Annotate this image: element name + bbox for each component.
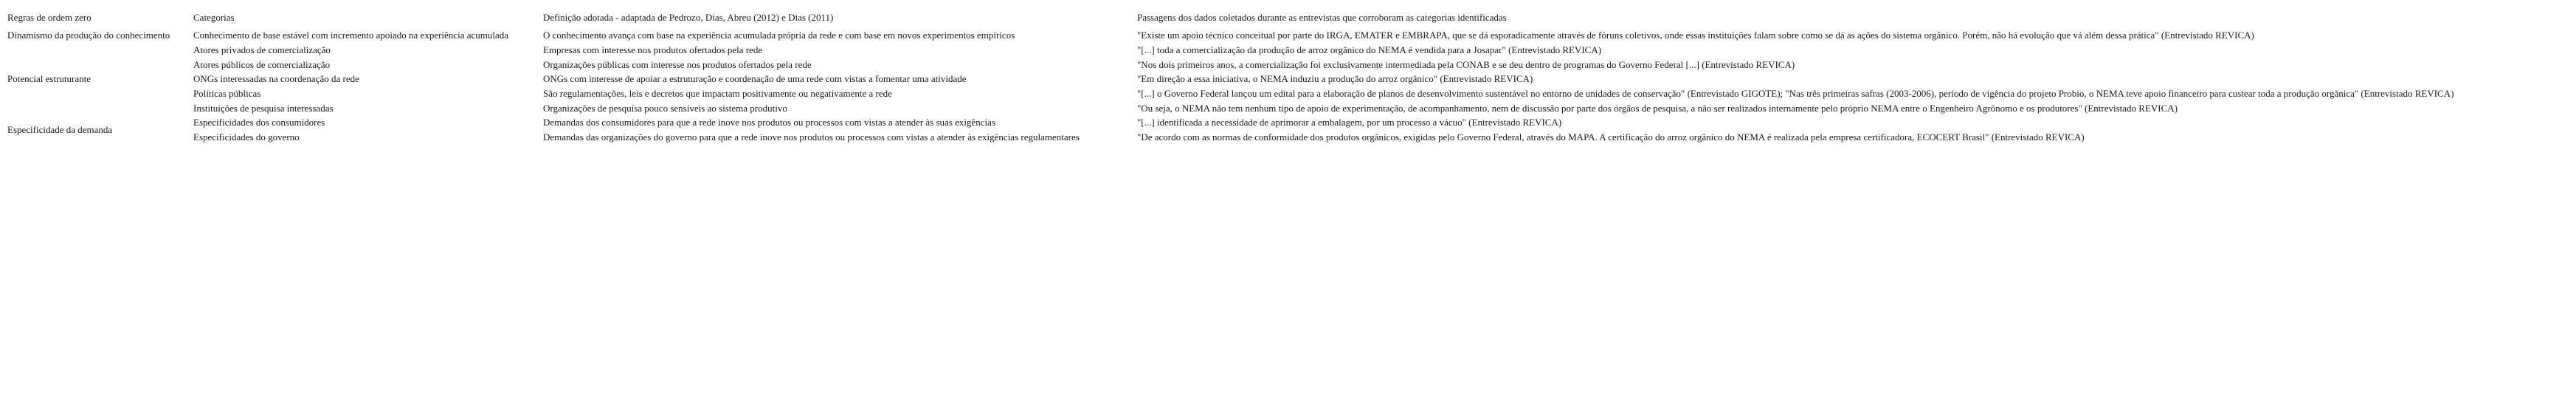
table-body [7,28,2576,145]
passage-cell: "[...] o Governo Federal lançou um edital para a elaboração de planos de desenvolvimento sustentável no entorno de unidades de conservação" (Entrevistado GIGOTE); "Nas três primeiras safras (2003-2006), período de vigência do projeto Probio, o NEMA teve apoio financeiro para custear toda a produção orgânica" (Entrevistado REVICA) [1137,88,2454,100]
definition-cell: O conhecimento avança com base na experiência acumulada própria da rede e com base em novos experimentos empíricos [543,30,1015,41]
header-passage: Passagens dos dados coletados durante as entrevistas que corroboram as categorias identificadas [1137,11,1507,23]
definition-cell: Organizações públicas com interesse nos produtos ofertados pela rede [543,58,812,70]
passage-cell: "Nos dois primeiros anos, a comercialização foi exclusivamente intermediada pela CONAB e se deu dentro de programas do Governo Federal [...] (Entrevistado REVICA) [1137,58,1795,70]
category-cell: ONGs interessadas na coordenação da rede [193,73,359,85]
header-definition: Definição adotada - adaptada de Pedrozo, Dias, Abreu (2012) e Dias (2011) [543,11,834,23]
category-cell: Atores privados de comercialização [193,44,331,56]
definition-cell: São regulamentações, leis e decretos que impactam positivamente ou negativamente a rede [543,88,892,100]
passage-cell: "[...] identificada a necessidade de aprimorar a embalagem, por um processo a vácuo" (Entrevistado REVICA) [1137,117,1562,128]
table-header [7,6,2576,28]
rule-cell-empty [7,43,193,58]
header-rule: Regras de ordem zero [7,11,91,23]
definition-cell: Demandas das organizações do governo para que a rede inove nos produtos ou processos com vistas a atender às exigências regulamentares [543,131,1080,143]
definition-cell: Demandas dos consumidores para que a rede inove nos produtos ou processos com vistas a atender às suas exigências [543,117,995,128]
header-row [7,6,2576,28]
header-category: Categorias [193,11,235,23]
rule-cell: Dinamismo da produção do conhecimento [7,30,170,41]
table-row [7,28,2576,43]
table-row [7,43,2576,58]
table-row [7,72,2576,86]
rule-cell-empty [7,86,193,101]
definition-cell: ONGs com interesse de apoiar a estruturação e coordenação de uma rede com vistas a fomentar uma atividade [543,73,967,85]
category-cell: Políticas públicas [193,88,261,100]
passage-cell: "De acordo com as normas de conformidade dos produtos orgânicos, exigidas pelo Governo Federal, através do MAPA. A certificação do arroz orgânico do NEMA é realizada pela empresa certificadora, ECOCERT Brasil" (Entrevistado REVICA) [1137,131,2085,143]
rule-cell-empty [7,100,193,115]
table-row [7,115,2576,130]
passage-cell: "[...] toda a comercialização da produção de arroz orgânico do NEMA é vendida para a Josapar" (Entrevistado REVICA) [1137,44,1602,56]
definition-cell: Empresas com interesse nos produtos ofertados pela rede [543,44,763,56]
rule-cell: Especificidade da demanda [7,124,113,136]
table-row [7,86,2576,101]
category-cell: Especificidades do governo [193,131,300,143]
rule-cell-empty [7,57,193,72]
category-cell: Instituições de pesquisa interessadas [193,102,334,114]
categories-table [7,6,2576,145]
passage-cell: "Em direção a essa iniciativa, o NEMA induziu a produção do arroz orgânico" (Entrevistado REVICA) [1137,73,1533,85]
table-row [7,100,2576,115]
category-cell: Especificidades dos consumidores [193,117,325,128]
table-row [7,57,2576,72]
passage-cell: "Ou seja, o NEMA não tem nenhum tipo de apoio de experimentação, de acompanhamento, nem de discussão por parte dos órgãos de pesquisa, a não ser realizados internamente pelo próprio NEMA entre o Engenheiro Agrônomo e os produtores" (Entrevistado REVICA) [1137,102,2178,114]
category-cell: Atores públicos de comercialização [193,58,331,70]
passage-cell: "Existe um apoio técnico conceitual por parte do IRGA, EMATER e EMBRAPA, que se dá esporadicamente através de fóruns coletivos, onde essas instituições falam sobre como se dá as ações do sistema orgânico. Porém, não há evolução que vá além dessa prática" (Entrevistado REVICA) [1137,30,2254,41]
rule-cell: Potencial estruturante [7,73,91,85]
category-cell: Conhecimento de base estável com incremento apoiado na experiência acumulada [193,30,509,41]
definition-cell: Organizações de pesquisa pouco sensíveis ao sistema produtivo [543,102,787,114]
table-row [7,130,2576,145]
